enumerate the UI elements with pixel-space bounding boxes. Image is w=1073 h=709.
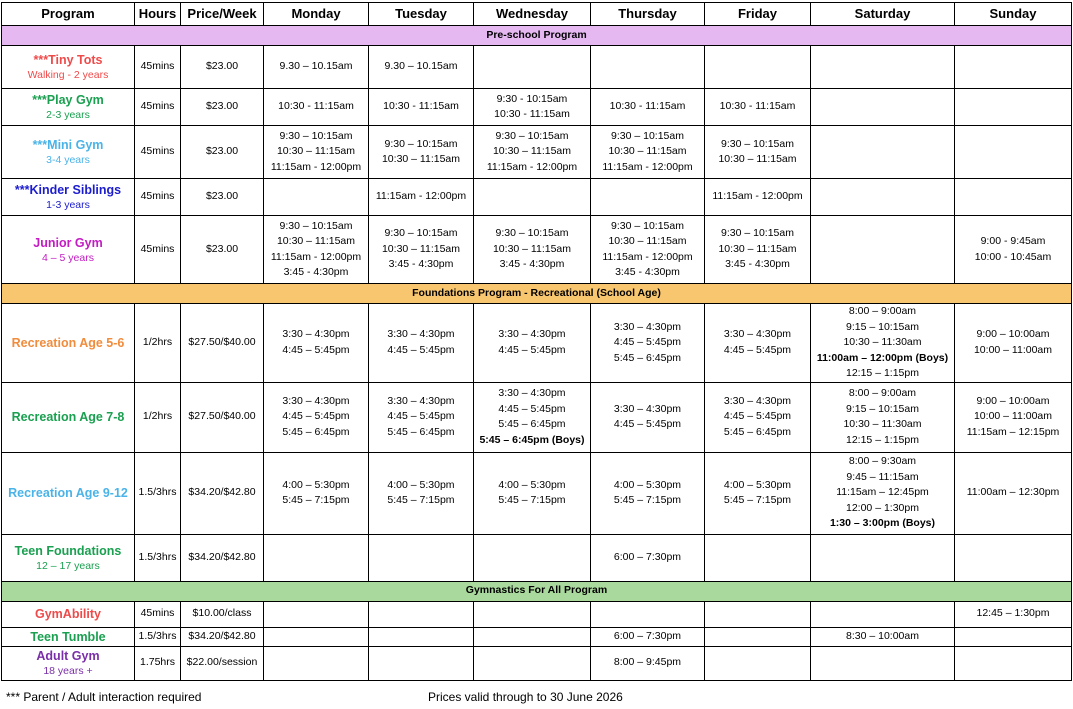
time-slot: 3:30 – 4:30pm <box>613 402 682 415</box>
thursday-cell <box>591 646 705 680</box>
program-name: Teen Foundations <box>14 543 122 558</box>
saturday-cell <box>811 534 955 581</box>
thursday-cell <box>591 46 705 89</box>
time-slot: 9:30 – 10:15am <box>279 129 353 142</box>
program-row <box>2 304 1072 383</box>
monday-cell <box>264 89 369 126</box>
time-slot: 5:45 – 6:45pm (Boys) <box>479 433 585 446</box>
time-slot: 4:45 – 5:45pm <box>723 343 792 356</box>
hours-cell: 45mins <box>135 179 181 216</box>
wednesday-cell <box>474 179 591 216</box>
time-slot: 12:00 – 1:30pm <box>846 501 919 514</box>
wednesday-cell <box>474 646 591 680</box>
time-slot: 10:30 - 11:15am <box>494 108 570 120</box>
price-cell: $34.20/$42.80 <box>181 534 264 581</box>
time-slot: 4:00 – 5:30pm <box>613 478 682 491</box>
hours-cell: 1/2hrs <box>135 382 181 452</box>
program-row <box>2 452 1072 534</box>
tuesday-cell <box>369 646 474 680</box>
saturday-cell <box>811 46 955 89</box>
time-slot: 12:15 – 1:15pm <box>846 367 919 379</box>
time-slot: 3:45 - 4:30pm <box>388 258 454 271</box>
monday-cell <box>264 216 369 284</box>
time-slot: 9.30 – 10.15am <box>384 60 458 73</box>
sunday-cell <box>955 216 1072 284</box>
time-slot: 11:15am - 12:00pm <box>270 160 362 173</box>
time-slot: 5:45 – 7:15pm <box>387 494 455 506</box>
program-row <box>2 126 1072 179</box>
friday-cell <box>705 382 811 452</box>
sunday-cell <box>955 534 1072 581</box>
time-slot: 10:30 – 11:15am <box>718 242 797 255</box>
program-row <box>2 534 1072 581</box>
header-row <box>2 3 1072 26</box>
program-name: Recreation Age 7-8 <box>11 410 125 424</box>
monday-cell <box>264 646 369 680</box>
time-slot: 5:45 – 6:45pm <box>282 425 350 438</box>
time-slot: 11:00am – 12:00pm (Boys) <box>816 351 949 364</box>
header-thursday: Thursday <box>591 3 705 26</box>
time-slot: 3:45 - 4:30pm <box>283 266 349 278</box>
time-slot: 4:45 – 5:45pm <box>723 410 792 423</box>
program-row <box>2 601 1072 627</box>
program-age-range: 12 – 17 years <box>36 559 100 572</box>
hours-cell: 45mins <box>135 601 181 627</box>
monday-cell <box>264 452 369 534</box>
section-gymnastics-for-all-row <box>2 581 1072 601</box>
saturday-cell <box>811 89 955 126</box>
tuesday-cell <box>369 46 474 89</box>
time-slot: 10:30 – 11:15am <box>718 153 797 165</box>
thursday-cell <box>591 534 705 581</box>
thursday-cell <box>591 216 705 284</box>
time-slot: 10:30 – 11:15am <box>276 235 356 247</box>
time-slot: 10:30 – 11:30am <box>843 418 922 430</box>
time-slot: 4:45 – 5:45pm <box>282 410 350 423</box>
thursday-cell <box>591 304 705 383</box>
header-saturday: Saturday <box>811 3 955 26</box>
time-slot: 3:30 – 4:30pm <box>387 394 455 407</box>
program-cell <box>2 89 135 126</box>
program-name: Recreation Age 9-12 <box>8 486 128 500</box>
section-foundations-row <box>2 284 1072 304</box>
time-slot: 5:45 – 7:15pm <box>498 494 566 506</box>
time-slot: 9:30 - 10:15am <box>496 92 568 105</box>
program-age-range: 4 – 5 years <box>42 251 94 264</box>
time-slot: 9:30 – 10:15am <box>384 137 458 150</box>
sunday-cell <box>955 179 1072 216</box>
program-cell <box>2 304 135 383</box>
time-slot: 9:00 - 9:45am <box>980 235 1046 247</box>
time-slot: 4:00 – 5:30pm <box>498 478 566 491</box>
time-slot: 6:00 – 7:30pm <box>613 550 682 563</box>
time-slot: 4:45 – 5:45pm <box>387 410 455 423</box>
program-name: ***Mini Gym <box>32 138 104 152</box>
time-slot: 1:30 – 3:00pm (Boys) <box>829 517 936 530</box>
time-slot: 3:30 – 4:30pm <box>723 394 792 407</box>
time-slot: 11:00am – 12:30pm <box>966 486 1060 499</box>
thursday-cell <box>591 126 705 179</box>
time-slot: 9:00 – 10:00am <box>976 328 1050 341</box>
wednesday-cell <box>474 46 591 89</box>
hours-cell: 45mins <box>135 46 181 89</box>
program-name: Teen Tumble <box>30 629 106 644</box>
time-slot: 9:15 – 10:15am <box>846 320 919 333</box>
program-row <box>2 627 1072 646</box>
time-slot: 9:30 – 10:15am <box>611 129 684 142</box>
sunday-cell <box>955 89 1072 126</box>
wednesday-cell <box>474 304 591 383</box>
monday-cell <box>264 46 369 89</box>
monday-cell <box>264 534 369 581</box>
hours-cell: 45mins <box>135 216 181 284</box>
time-slot: 10:30 - 11:15am <box>719 100 796 113</box>
time-slot: 11:15am - 12:00pm <box>375 190 467 203</box>
header-tuesday: Tuesday <box>369 3 474 26</box>
footer-note: *** Parent / Adult interaction required <box>6 690 202 704</box>
program-age-range: 2-3 years <box>46 109 90 121</box>
time-slot: 4:00 – 5:30pm <box>387 478 455 491</box>
time-slot: 4:45 – 5:45pm <box>498 402 566 415</box>
time-slot: 3:30 – 4:30pm <box>498 328 566 341</box>
program-cell <box>2 179 135 216</box>
friday-cell <box>705 534 811 581</box>
time-slot: 8:00 – 9:45pm <box>613 656 682 669</box>
time-slot: 11:15am - 12:00pm <box>602 250 693 263</box>
section-preschool-row <box>2 26 1072 46</box>
tuesday-cell <box>369 627 474 646</box>
price-cell: $34.20/$42.80 <box>181 627 264 646</box>
sunday-cell <box>955 126 1072 179</box>
program-name: ***Kinder Siblings <box>14 183 122 197</box>
price-cell: $27.50/$40.00 <box>181 382 264 452</box>
tuesday-cell <box>369 601 474 627</box>
time-slot: 8:00 – 9:00am <box>848 387 917 399</box>
wednesday-cell <box>474 452 591 534</box>
tuesday-cell <box>369 452 474 534</box>
thursday-cell <box>591 89 705 126</box>
time-slot: 3:45 - 4:30pm <box>615 266 680 278</box>
time-slot: 10:30 – 11:30am <box>843 336 922 348</box>
hours-cell: 1.75hrs <box>135 646 181 680</box>
thursday-cell <box>591 452 705 534</box>
tuesday-cell <box>369 179 474 216</box>
sunday-cell <box>955 627 1072 646</box>
time-slot: 10:30 – 11:15am <box>381 153 461 165</box>
saturday-cell <box>811 216 955 284</box>
timetable <box>1 2 1072 681</box>
time-slot: 11:15am - 12:00pm <box>712 190 803 203</box>
saturday-cell <box>811 646 955 680</box>
time-slot: 4:45 – 5:45pm <box>387 343 455 356</box>
time-slot: 3:45 - 4:30pm <box>499 258 565 271</box>
friday-cell <box>705 646 811 680</box>
program-age-range: Walking - 2 years <box>27 69 109 81</box>
time-slot: 3:30 – 4:30pm <box>387 328 455 341</box>
wednesday-cell <box>474 216 591 284</box>
timetable-body <box>2 26 1072 681</box>
saturday-cell <box>811 126 955 179</box>
header-monday: Monday <box>264 3 369 26</box>
tuesday-cell <box>369 382 474 452</box>
hours-cell: 1.5/3hrs <box>135 452 181 534</box>
time-slot: 11:15am - 12:00pm <box>486 160 578 173</box>
saturday-cell <box>811 382 955 452</box>
price-cell: $23.00 <box>181 46 264 89</box>
time-slot: 3:30 – 4:30pm <box>613 320 682 333</box>
sunday-cell <box>955 46 1072 89</box>
program-cell <box>2 126 135 179</box>
section-gymnastics-for-all-title: Gymnastics For All Program <box>2 581 1072 601</box>
time-slot: 3:30 – 4:30pm <box>282 328 350 341</box>
monday-cell <box>264 382 369 452</box>
time-slot: 9:45 – 11:15am <box>846 470 919 483</box>
program-row <box>2 179 1072 216</box>
program-name: Recreation Age 5-6 <box>11 335 125 350</box>
friday-cell <box>705 452 811 534</box>
monday-cell <box>264 179 369 216</box>
price-cell: $27.50/$40.00 <box>181 304 264 383</box>
thursday-cell <box>591 601 705 627</box>
program-row <box>2 89 1072 126</box>
price-cell: $22.00/session <box>181 646 264 680</box>
time-slot: 5:45 – 7:15pm <box>282 494 350 506</box>
time-slot: 11:15am – 12:15pm <box>966 425 1060 438</box>
time-slot: 4:45 – 5:45pm <box>613 336 682 348</box>
time-slot: 9:15 – 10:15am <box>846 402 919 415</box>
time-slot: 10:30 - 11:15am <box>383 100 459 113</box>
price-cell: $23.00 <box>181 126 264 179</box>
price-cell: $23.00 <box>181 89 264 126</box>
tuesday-cell <box>369 126 474 179</box>
time-slot: 9:30 – 10:15am <box>611 219 684 232</box>
header-friday: Friday <box>705 3 811 26</box>
saturday-cell <box>811 304 955 383</box>
hours-cell: 1/2hrs <box>135 304 181 383</box>
hours-cell: 1.5/3hrs <box>135 627 181 646</box>
program-row <box>2 46 1072 89</box>
time-slot: 10:30 - 11:15am <box>609 100 686 113</box>
footer-validity: Prices valid through to 30 June 2026 <box>428 690 623 704</box>
time-slot: 10:30 – 11:15am <box>492 242 572 255</box>
time-slot: 10:30 – 11:15am <box>608 235 687 247</box>
friday-cell <box>705 89 811 126</box>
thursday-cell <box>591 179 705 216</box>
time-slot: 4:00 – 5:30pm <box>282 478 350 491</box>
price-cell: $10.00/class <box>181 601 264 627</box>
time-slot: 4:45 – 5:45pm <box>498 343 566 356</box>
time-slot: 5:45 – 7:15pm <box>723 494 792 506</box>
sunday-cell <box>955 304 1072 383</box>
time-slot: 8:00 – 9:30am <box>848 455 917 468</box>
tuesday-cell <box>369 304 474 383</box>
price-cell: $23.00 <box>181 179 264 216</box>
friday-cell <box>705 216 811 284</box>
header-sunday: Sunday <box>955 3 1072 26</box>
program-name: Adult Gym <box>36 649 100 663</box>
price-cell: $34.20/$42.80 <box>181 452 264 534</box>
time-slot: 9:00 – 10:00am <box>976 394 1050 407</box>
saturday-cell <box>811 452 955 534</box>
section-preschool-title: Pre-school Program <box>2 26 1072 46</box>
wednesday-cell <box>474 89 591 126</box>
time-slot: 10:00 – 11:00am <box>973 410 1053 423</box>
time-slot: 3:30 – 4:30pm <box>723 328 792 341</box>
monday-cell <box>264 627 369 646</box>
program-cell <box>2 382 135 452</box>
sunday-cell <box>955 382 1072 452</box>
program-cell <box>2 452 135 534</box>
saturday-cell <box>811 179 955 216</box>
tuesday-cell <box>369 89 474 126</box>
wednesday-cell <box>474 126 591 179</box>
header-hours: Hours <box>135 3 181 26</box>
time-slot: 12:45 – 1:30pm <box>976 607 1050 620</box>
sunday-cell <box>955 646 1072 680</box>
price-cell: $23.00 <box>181 216 264 284</box>
time-slot: 9:30 – 10:15am <box>495 227 569 240</box>
section-foundations-title: Foundations Program - Recreational (School Age) <box>2 284 1072 304</box>
monday-cell <box>264 601 369 627</box>
friday-cell <box>705 46 811 89</box>
program-age-range: 18 years + <box>43 665 93 677</box>
time-slot: 9:30 – 10:15am <box>384 227 458 240</box>
time-slot: 9:30 – 10:15am <box>495 129 569 142</box>
time-slot: 9:30 – 10:15am <box>721 227 794 240</box>
time-slot: 10:00 – 11:00am <box>973 343 1053 356</box>
program-cell <box>2 627 135 646</box>
hours-cell: 45mins <box>135 89 181 126</box>
time-slot: 4:00 – 5:30pm <box>723 478 792 491</box>
hours-cell: 45mins <box>135 126 181 179</box>
time-slot: 11:15am – 12:45pm <box>836 486 929 499</box>
time-slot: 4:45 – 5:45pm <box>282 343 350 356</box>
friday-cell <box>705 601 811 627</box>
thursday-cell <box>591 382 705 452</box>
saturday-cell <box>811 601 955 627</box>
time-slot: 8:30 – 10:00am <box>846 629 919 642</box>
time-slot: 9:30 – 10:15am <box>721 137 794 150</box>
friday-cell <box>705 304 811 383</box>
monday-cell <box>264 126 369 179</box>
time-slot: 4:45 – 5:45pm <box>613 418 682 430</box>
time-slot: 3:45 - 4:30pm <box>725 258 790 271</box>
time-slot: 3:30 – 4:30pm <box>282 394 350 407</box>
sunday-cell <box>955 601 1072 627</box>
program-cell <box>2 46 135 89</box>
program-name: ***Tiny Tots <box>33 53 103 67</box>
wednesday-cell <box>474 627 591 646</box>
time-slot: 10:30 – 11:15am <box>381 242 461 255</box>
time-slot: 10:30 – 11:15am <box>608 145 687 158</box>
time-slot: 10:00 - 10:45am <box>974 250 1052 263</box>
tuesday-cell <box>369 216 474 284</box>
time-slot: 11:15am - 12:00pm <box>270 250 362 263</box>
program-age-range: 1-3 years <box>46 199 90 211</box>
program-row <box>2 216 1072 284</box>
hours-cell: 1.5/3hrs <box>135 534 181 581</box>
program-cell <box>2 534 135 581</box>
wednesday-cell <box>474 382 591 452</box>
wednesday-cell <box>474 601 591 627</box>
program-row <box>2 646 1072 680</box>
header-program: Program <box>2 3 135 26</box>
time-slot: 11:15am - 12:00pm <box>602 160 693 173</box>
header-price: Price/Week <box>181 3 264 26</box>
time-slot: 9.30 – 10.15am <box>279 60 353 73</box>
time-slot: 12:15 – 1:15pm <box>846 433 919 446</box>
time-slot: 9:30 – 10:15am <box>279 219 353 232</box>
thursday-cell <box>591 627 705 646</box>
friday-cell <box>705 126 811 179</box>
tuesday-cell <box>369 534 474 581</box>
time-slot: 10:30 – 11:15am <box>276 145 356 158</box>
time-slot: 5:45 – 7:15pm <box>613 494 682 506</box>
program-cell <box>2 601 135 627</box>
time-slot: 8:00 – 9:00am <box>848 305 917 317</box>
time-slot: 5:45 – 6:45pm <box>613 351 682 364</box>
monday-cell <box>264 304 369 383</box>
time-slot: 6:00 – 7:30pm <box>613 629 682 642</box>
program-row <box>2 382 1072 452</box>
sunday-cell <box>955 452 1072 534</box>
program-age-range: 3-4 years <box>46 154 90 166</box>
program-name: GymAbility <box>35 607 101 621</box>
time-slot: 10:30 - 11:15am <box>278 100 354 113</box>
friday-cell <box>705 179 811 216</box>
time-slot: 3:30 – 4:30pm <box>498 387 566 399</box>
friday-cell <box>705 627 811 646</box>
program-name: ***Play Gym <box>32 93 104 107</box>
time-slot: 5:45 – 6:45pm <box>387 425 455 438</box>
program-cell <box>2 216 135 284</box>
saturday-cell <box>811 627 955 646</box>
program-name: Junior Gym <box>33 235 103 250</box>
time-slot: 5:45 – 6:45pm <box>498 418 566 430</box>
wednesday-cell <box>474 534 591 581</box>
time-slot: 10:30 – 11:15am <box>492 145 572 158</box>
time-slot: 5:45 – 6:45pm <box>723 425 792 438</box>
program-cell <box>2 646 135 680</box>
header-wednesday: Wednesday <box>474 3 591 26</box>
